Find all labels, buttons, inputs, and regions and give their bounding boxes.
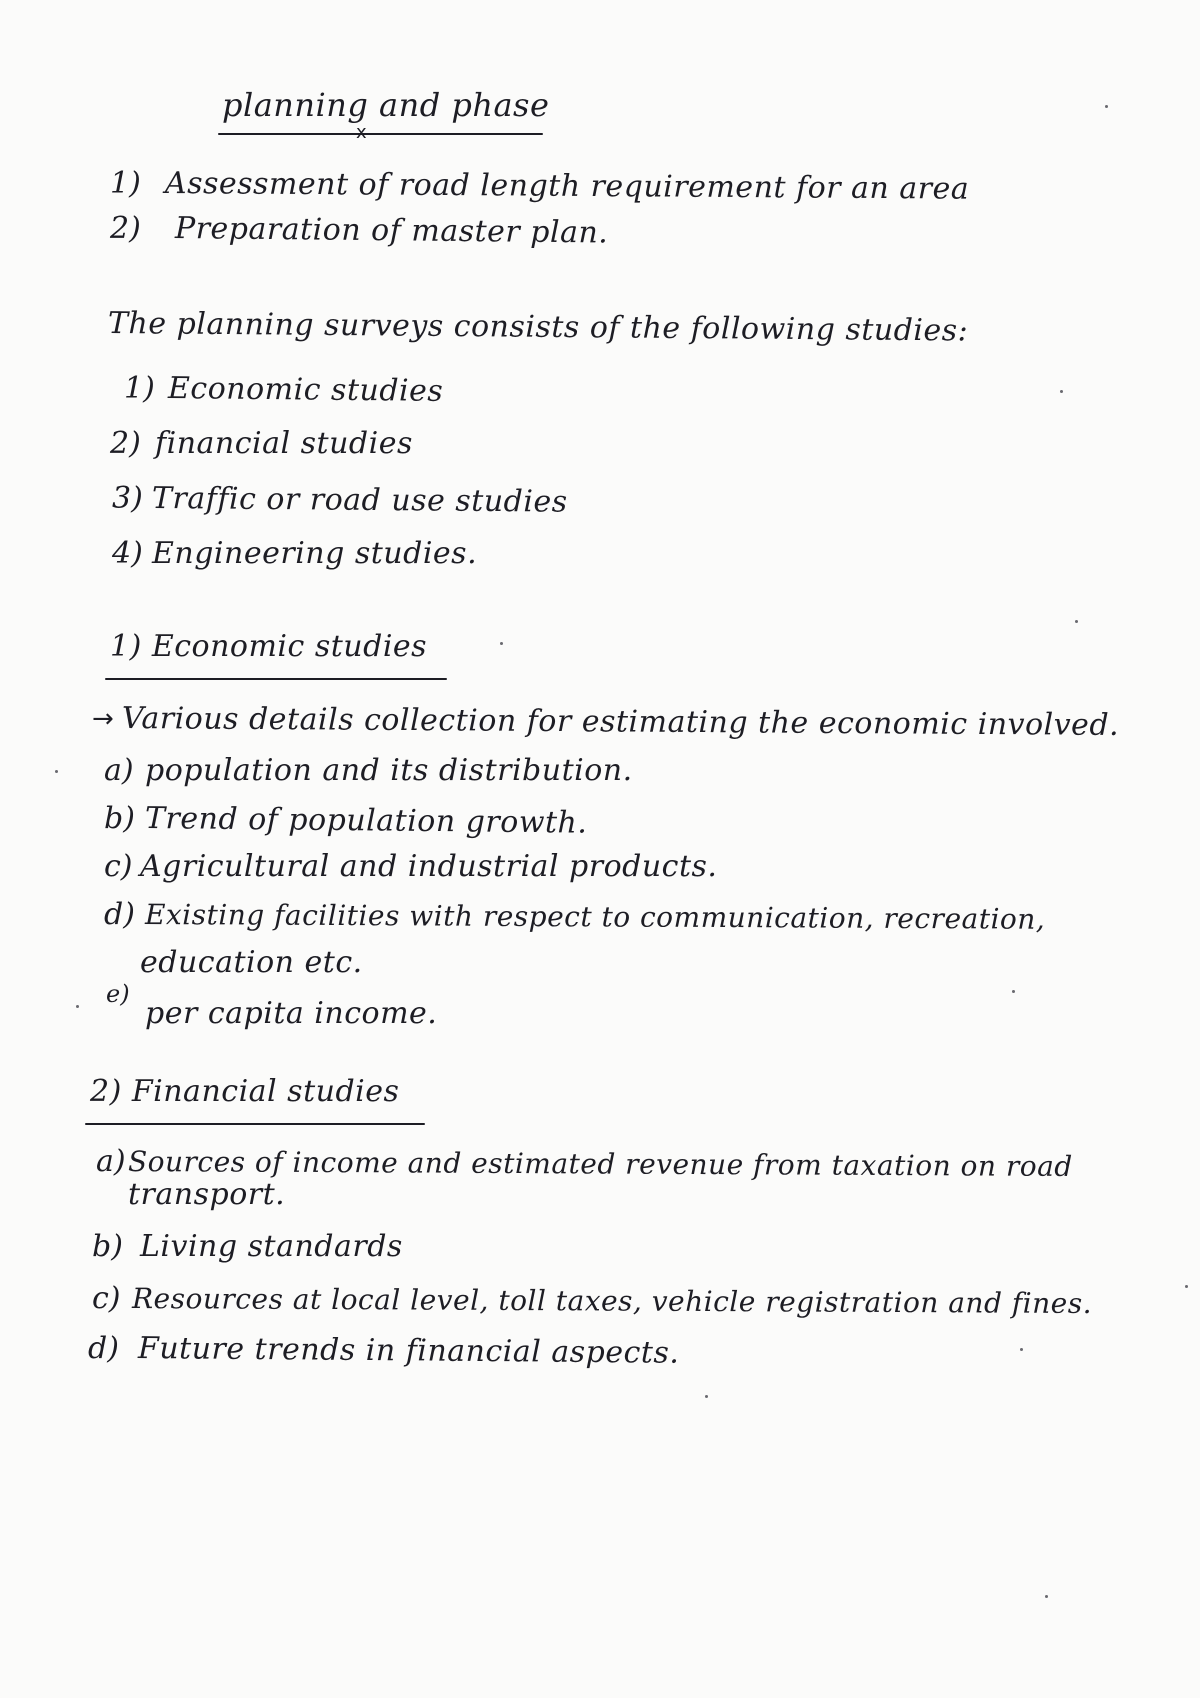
paper-speck — [1012, 990, 1015, 993]
title-underline — [218, 133, 543, 135]
economic-intro: Various details collection for estimating the economic involved. — [121, 701, 1120, 743]
study-2-number: 2) — [110, 426, 141, 461]
study-1-number: 1) — [124, 371, 155, 406]
economic-item-d-text-continued: education etc. — [140, 945, 363, 980]
economic-heading-underline — [105, 678, 447, 680]
phase-1-number: 1) — [110, 166, 141, 201]
financial-item-b-number: b) — [92, 1229, 123, 1264]
economic-item-c-text: Agricultural and industrial products. — [140, 849, 718, 884]
economic-item-e-text: per capita income. — [145, 996, 438, 1031]
financial-heading: 2) Financial studies — [90, 1074, 400, 1109]
study-3-number: 3) — [112, 481, 143, 516]
financial-item-d-number: d) — [88, 1331, 119, 1366]
survey-intro: The planning surveys consists of the following studies: — [107, 306, 969, 349]
phase-2-number: 2) — [110, 211, 141, 246]
paper-speck — [1060, 390, 1063, 393]
financial-item-d-text: Future trends in financial aspects. — [137, 1331, 680, 1371]
economic-item-b-number: b) — [104, 801, 135, 836]
paper-speck — [1105, 105, 1108, 108]
study-3-text: Traffic or road use studies — [151, 481, 568, 520]
paper-speck — [705, 1395, 708, 1398]
phase-1-text: Assessment of road length requirement for an area — [164, 166, 970, 207]
economic-item-c-number: c) — [104, 849, 133, 884]
paper-speck — [1185, 1285, 1188, 1288]
study-4-text: Engineering studies. — [152, 536, 478, 571]
financial-item-a-text: Sources of income and estimated revenue from taxation on road — [127, 1145, 1073, 1183]
financial-item-c-text: Resources at local level, toll taxes, vehicle registration and fines. — [131, 1282, 1093, 1321]
paper-speck — [500, 642, 503, 645]
economic-item-e-number: e) — [106, 980, 130, 1008]
study-2-text: financial studies — [155, 426, 413, 461]
economic-item-a-number: a) — [104, 753, 134, 788]
paper-speck — [1045, 1595, 1048, 1598]
economic-item-d-number: d) — [104, 897, 135, 932]
economic-item-d-text: Existing facilities with respect to communication, recreation, — [144, 898, 1046, 936]
study-1-text: Economic studies — [167, 371, 444, 409]
paper-speck — [76, 1005, 79, 1008]
financial-item-a-number: a) — [96, 1144, 126, 1179]
financial-item-c-number: c) — [92, 1281, 121, 1316]
phase-2-text: Preparation of master plan. — [174, 211, 609, 251]
title-insert-mark: x — [356, 122, 367, 143]
economic-item-b-text: Trend of population growth. — [144, 801, 588, 841]
page-title: planning and phase — [222, 86, 550, 124]
financial-heading-underline — [85, 1123, 425, 1125]
paper-speck — [55, 770, 58, 773]
paper-speck — [1075, 620, 1078, 623]
economic-item-a-text: population and its distribution. — [145, 753, 633, 788]
arrow-icon: → — [92, 704, 114, 734]
study-4-number: 4) — [112, 536, 143, 571]
financial-item-b-text: Living standards — [140, 1229, 403, 1264]
financial-item-a-text-continued: transport. — [128, 1177, 286, 1212]
economic-heading: 1) Economic studies — [110, 629, 428, 664]
paper-speck — [1020, 1348, 1023, 1351]
